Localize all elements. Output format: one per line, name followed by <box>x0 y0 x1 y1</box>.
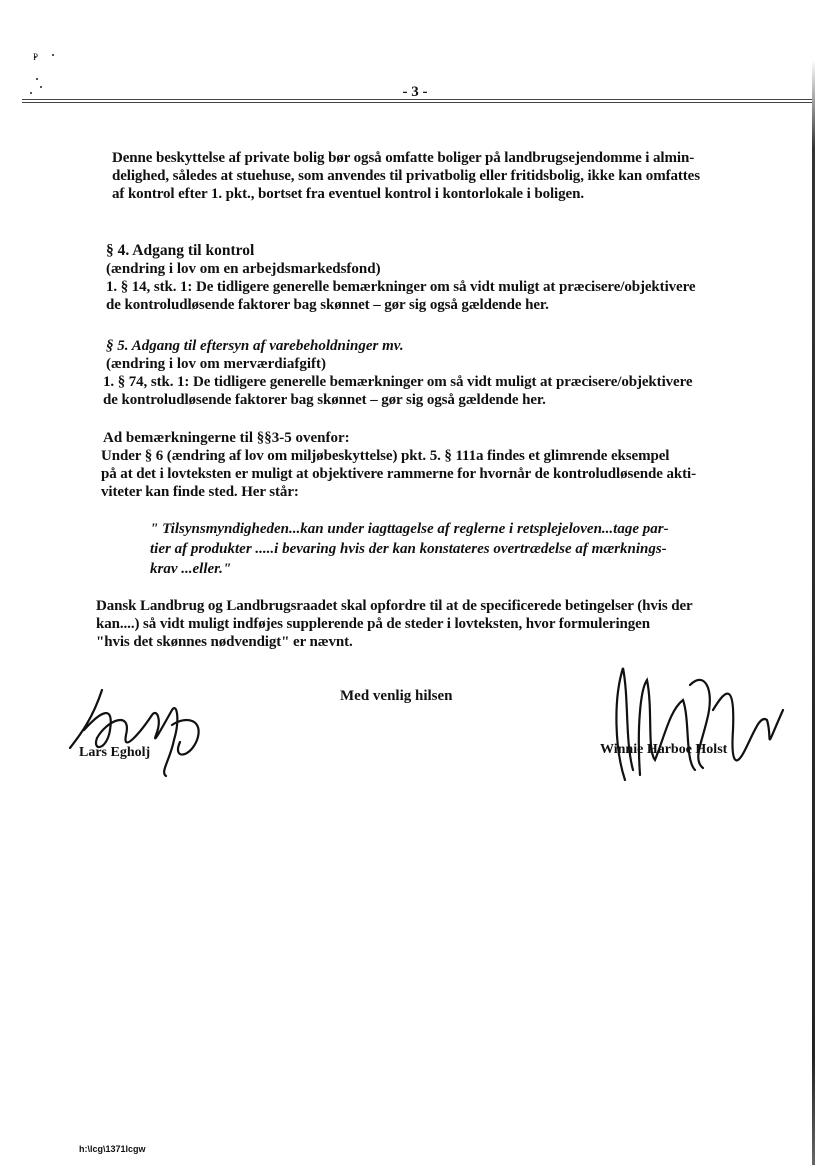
section-4-line: 1. § 14, stk. 1: De tidligere generelle bemærkninger om så vidt muligt at præcisere/objektivere <box>106 279 696 295</box>
section-5-heading: § 5. Adgang til eftersyn af varebeholdninger mv. <box>106 338 404 354</box>
scan-speck <box>36 78 38 80</box>
section-4-heading: § 4. Adgang til kontrol <box>106 242 255 259</box>
footer-code: h:\lcg\1371lcgw <box>79 1144 146 1154</box>
quote-line: krav ...eller." <box>150 561 232 577</box>
section-4-subheading: (ændring i lov om en arbejdsmarkedsfond) <box>106 261 381 277</box>
intro-line: delighed, således at stuehuse, som anvendes til privatbolig eller fritidsbolig, ikke kan omfattes <box>112 168 700 184</box>
scan-speck <box>40 86 42 88</box>
signature-right-scribble <box>595 660 795 790</box>
scan-speck <box>30 92 32 94</box>
remarks-line: viteter kan finde sted. Her står: <box>101 484 299 500</box>
signature-left-name: Lars Egholj <box>79 745 151 760</box>
remarks-line: Under § 6 (ændring af lov om miljøbeskyttelse) pkt. 5. § 111a findes et glimrende eksempel <box>101 448 670 464</box>
signature-left-scribble <box>62 680 222 780</box>
scan-speck <box>52 54 54 56</box>
scan-edge <box>812 60 815 1165</box>
quote-line: tier af produkter .....i bevaring hvis der kan konstateres overtrædelse af mærknings- <box>150 541 667 557</box>
closing-line: kan....) så vidt muligt indføjes supplerende på de steder i lovteksten, hvor formuleringen <box>96 616 650 632</box>
remarks-heading: Ad bemærkningerne til §§3-5 ovenfor: <box>103 430 350 446</box>
page-number: - 3 - <box>402 84 428 100</box>
section-5-subheading: (ændring i lov om merværdiafgift) <box>106 356 326 372</box>
section-5-line: de kontroludløsende faktorer bag skønnet – gør sig også gældende her. <box>103 392 546 408</box>
intro-line: Denne beskyttelse af private bolig bør også omfatte boliger på landbrugsejendomme i almin- <box>112 150 695 166</box>
remarks-line: på at det i lovteksten er muligt at objektivere rammerne for hvornår de kontroludløsende akti- <box>101 466 697 482</box>
section-4-line: de kontroludløsende faktorer bag skønnet – gør sig også gældende her. <box>106 297 549 313</box>
closing-line: Dansk Landbrug og Landbrugsraadet skal opfordre til at de specificerede betingelser (hvis der <box>96 598 693 614</box>
quote-line: " Tilsynsmyndigheden...kan under iagttagelse af reglerne i retsplejeloven...tage par- <box>150 521 669 537</box>
section-5-line: 1. § 74, stk. 1: De tidligere generelle bemærkninger om så vidt muligt at præcisere/objektivere <box>103 374 693 390</box>
header-rule <box>22 99 814 103</box>
greeting: Med venlig hilsen <box>340 688 453 704</box>
closing-line: "hvis det skønnes nødvendigt" er nævnt. <box>96 634 353 650</box>
signature-right-name: Winnie Harboe Holst <box>600 742 728 757</box>
corner-mark: P <box>33 52 39 62</box>
intro-line: af kontrol efter 1. pkt., bortset fra eventuel kontrol i kontorlokale i boligen. <box>112 186 584 202</box>
